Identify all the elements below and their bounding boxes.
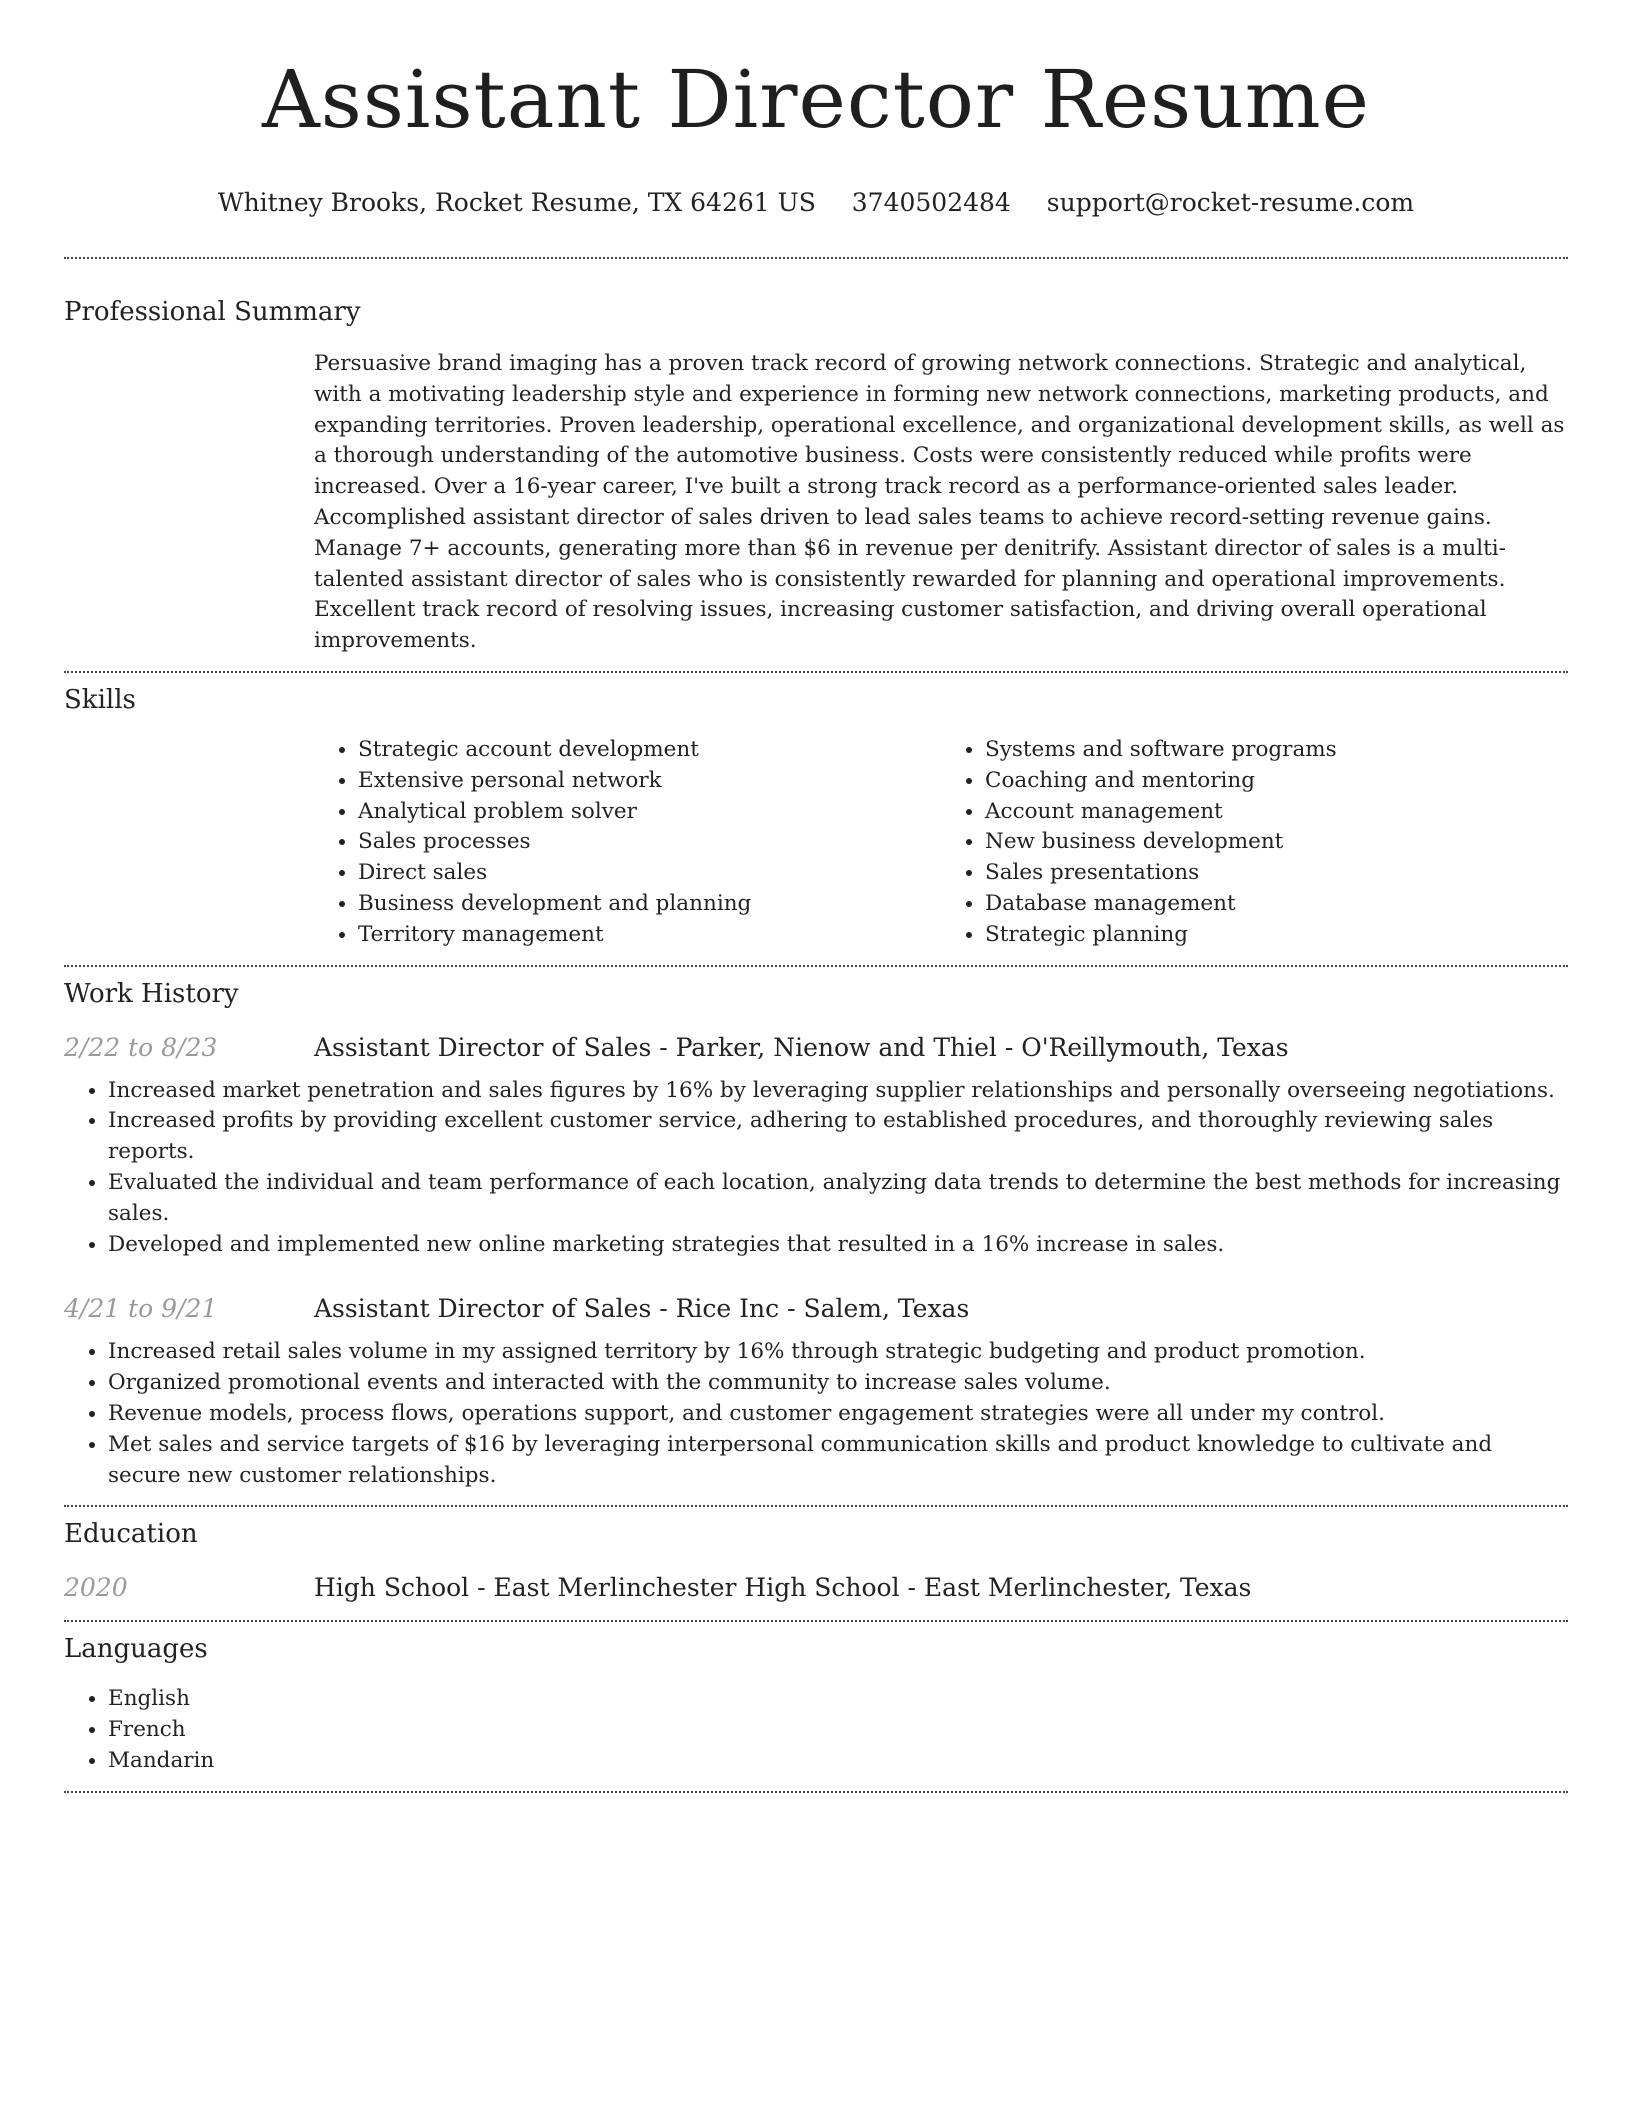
languages-heading: Languages [64, 1634, 208, 1665]
skills-list-left [314, 735, 941, 951]
skills-heading: Skills [64, 684, 136, 715]
summary-heading: Professional Summary [64, 297, 361, 327]
skill-item: • Systems and software programs [985, 735, 1568, 766]
education-heading: Education [64, 1519, 198, 1550]
work-heading: Work History [64, 978, 239, 1009]
job-title: Assistant Director of Sales - Parker, Nienow and Thiel - O'Reillymouth, Texas [314, 1032, 1289, 1062]
job-bullets [64, 1337, 1568, 1491]
skill-item: • Sales processes [358, 827, 941, 858]
job-bullets [64, 1076, 1568, 1261]
job-entry-header [64, 1033, 1568, 1062]
section-divider [64, 1791, 1568, 1793]
language-item: • Mandarin [108, 1746, 1568, 1777]
contact-address: Whitney Brooks, Rocket Resume, TX 64261 US [217, 188, 816, 217]
job-dates: 2/22 to 8/23 [64, 1032, 218, 1062]
skill-item: • Strategic account development [358, 735, 941, 766]
skill-item: • New business development [985, 827, 1568, 858]
skill-item: • Strategic planning [985, 920, 1568, 951]
job-entry-header [64, 1294, 1568, 1323]
skill-item: • Territory management [358, 920, 941, 951]
skill-item: • Direct sales [358, 858, 941, 889]
job-dates: 4/21 to 9/21 [64, 1294, 218, 1324]
job-bullet: • Met sales and service targets of $16 by leveraging interpersonal communication skills and product knowledge to cultivate and secure new customer relationships. [108, 1430, 1568, 1492]
skill-item: • Database management [985, 889, 1568, 920]
skill-item: • Account management [985, 797, 1568, 828]
job-bullet: • Increased retail sales volume in my assigned territory by 16% through strategic budgeting and product promotion. [108, 1337, 1568, 1368]
skill-item: • Business development and planning [358, 889, 941, 920]
contact-line [64, 186, 1568, 220]
skill-item: • Extensive personal network [358, 766, 941, 797]
contact-email: support@rocket-resume.com [1046, 188, 1415, 217]
contact-phone: 3740502484 [851, 188, 1011, 217]
job-bullet: • Organized promotional events and interacted with the community to increase sales volume. [108, 1368, 1568, 1399]
education-year: 2020 [64, 1573, 128, 1603]
resume-page [64, 0, 1568, 1793]
job-bullet: • Developed and implemented new online marketing strategies that resulted in a 16% increase in sales. [108, 1230, 1568, 1261]
education-title: High School - East Merlinchester High School - East Merlinchester, Texas [314, 1573, 1252, 1603]
skill-item: • Coaching and mentoring [985, 766, 1568, 797]
resume-title: Assistant Director Resume [262, 53, 1370, 146]
skills-columns [314, 735, 1568, 951]
job-title: Assistant Director of Sales - Rice Inc - Salem, Texas [314, 1294, 970, 1324]
language-item: • French [108, 1715, 1568, 1746]
job-bullet: • Increased profits by providing excellent customer service, adhering to established procedures, and thoroughly reviewing sales reports. [108, 1106, 1568, 1168]
languages-list [64, 1684, 1568, 1776]
language-item: • English [108, 1684, 1568, 1715]
education-entry [64, 1573, 1568, 1602]
job-bullet: • Revenue models, process flows, operations support, and customer engagement strategies were all under my control. [108, 1399, 1568, 1430]
job-bullet: • Increased market penetration and sales figures by 16% by leveraging supplier relationships and personally overseeing negotiations. [108, 1076, 1568, 1107]
job-bullet: • Evaluated the individual and team performance of each location, analyzing data trends to determine the best methods for increasing sales. [108, 1168, 1568, 1230]
skills-list-right [941, 735, 1568, 951]
summary-text: Persuasive brand imaging has a proven track record of growing network connections. Strategic and analytical, with a motivating leadership style and experience in forming new network connections, marketing products, and expanding territories. Proven leadership, operational excellence, and organizational development skills, as well as a thorough understanding of the automotive business. Costs were consistently reduced while profits were increased. Over a 16-year career, I've built a strong track record as a performance-oriented sales leader. Accomplished assistant director of sales driven to lead sales teams to achieve record-setting revenue gains. Manage 7+ accounts, generating more than $6 in revenue per denitrify. Assistant director of sales is a multi-talented assistant director of sales who is consistently rewarded for planning and operational improvements. Excellent track record of resolving issues, increasing customer satisfaction, and driving overall operational improvements. [314, 351, 1565, 654]
skill-item: • Sales presentations [985, 858, 1568, 889]
skill-item: • Analytical problem solver [358, 797, 941, 828]
